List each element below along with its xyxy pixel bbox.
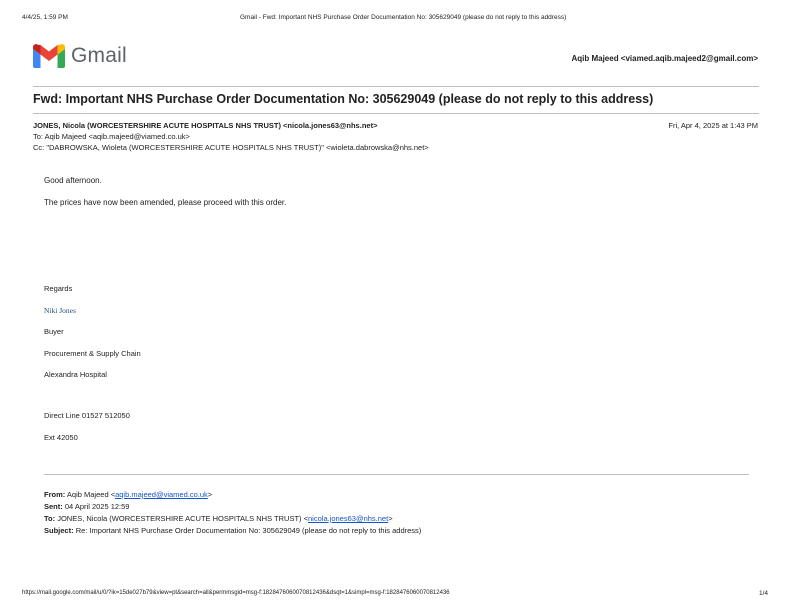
forwarded-from (44, 489, 212, 501)
forwarded-to (44, 513, 393, 525)
forwarded-from-close: > (207, 490, 213, 499)
signature-direct-line: Direct Line 01527 512050 (44, 411, 130, 420)
print-footer-url: https://mail.google.com/mail/u/0/?ik=15de027b79&view=pt&search=all&permmsgid=msg-f:1828476060070812436&dsqt=1&simpl=msg-f:1828476060070812436 (22, 590, 450, 596)
message-cc: Cc: "DABROWSKA, Wioleta (WORCESTERSHIRE ACUTE HOSPITALS NHS TRUST)" <wioleta.dabrowska@nhs.net> (33, 143, 429, 152)
gmail-m-icon (33, 44, 65, 68)
signature-site: Alexandra Hospital (44, 370, 107, 379)
forwarded-from-label: From: (44, 490, 66, 499)
forwarded-sent-value: 04 April 2025 12:59 (64, 502, 130, 511)
gmail-logo[interactable] (33, 44, 127, 68)
forwarded-subject (44, 525, 421, 537)
forwarded-to-label: To: (44, 514, 56, 523)
forwarded-from-email-link[interactable]: aqib.majeed@viamed.co.uk (115, 490, 208, 499)
forwarded-to-name: JONES, Nicola (WORCESTERSHIRE ACUTE HOSPITALS NHS TRUST) < (57, 514, 309, 523)
forwarded-sent (44, 501, 129, 513)
email-subject: Fwd: Important NHS Purchase Order Documentation No: 305629049 (please do not reply to this address) (33, 92, 654, 106)
gmail-wordmark: Gmail (71, 44, 127, 67)
forwarded-subject-value: Re: Important NHS Purchase Order Documentation No: 305629049 (please do not reply to this address) (75, 526, 422, 535)
header-divider (33, 86, 759, 87)
message-from: JONES, Nicola (WORCESTERSHIRE ACUTE HOSPITALS NHS TRUST) <nicola.jones63@nhs.net> (33, 121, 378, 130)
signature-name: Niki Jones (44, 306, 76, 315)
print-datetime: 4/4/25, 1:59 PM (22, 14, 68, 21)
signature-regards: Regards (44, 284, 73, 293)
forwarded-to-close: > (388, 514, 393, 523)
message-to: To: Aqib Majeed <aqib.majeed@viamed.co.uk> (33, 132, 190, 141)
message-date: Fri, Apr 4, 2025 at 1:43 PM (668, 121, 758, 130)
body-greeting: Good afternoon. (44, 176, 102, 185)
print-page-number: 1/4 (758, 590, 768, 597)
signature-department: Procurement & Supply Chain (44, 349, 141, 358)
forwarded-sent-label: Sent: (44, 502, 63, 511)
account-label: Aqib Majeed <viamed.aqib.majeed2@gmail.com> (571, 54, 758, 63)
signature-role: Buyer (44, 327, 64, 336)
signature-extension: Ext 42050 (44, 433, 78, 442)
print-title: Gmail - Fwd: Important NHS Purchase Order Documentation No: 305629049 (please do not reply to this address) (240, 14, 567, 21)
forward-divider (44, 474, 749, 475)
forwarded-subject-label: Subject: (44, 526, 74, 535)
body-line: The prices have now been amended, please proceed with this order. (44, 198, 287, 207)
forwarded-to-email-link[interactable]: nicola.jones63@nhs.net (308, 514, 389, 523)
subject-divider (33, 113, 759, 114)
forwarded-from-name: Aqib Majeed < (66, 490, 116, 499)
